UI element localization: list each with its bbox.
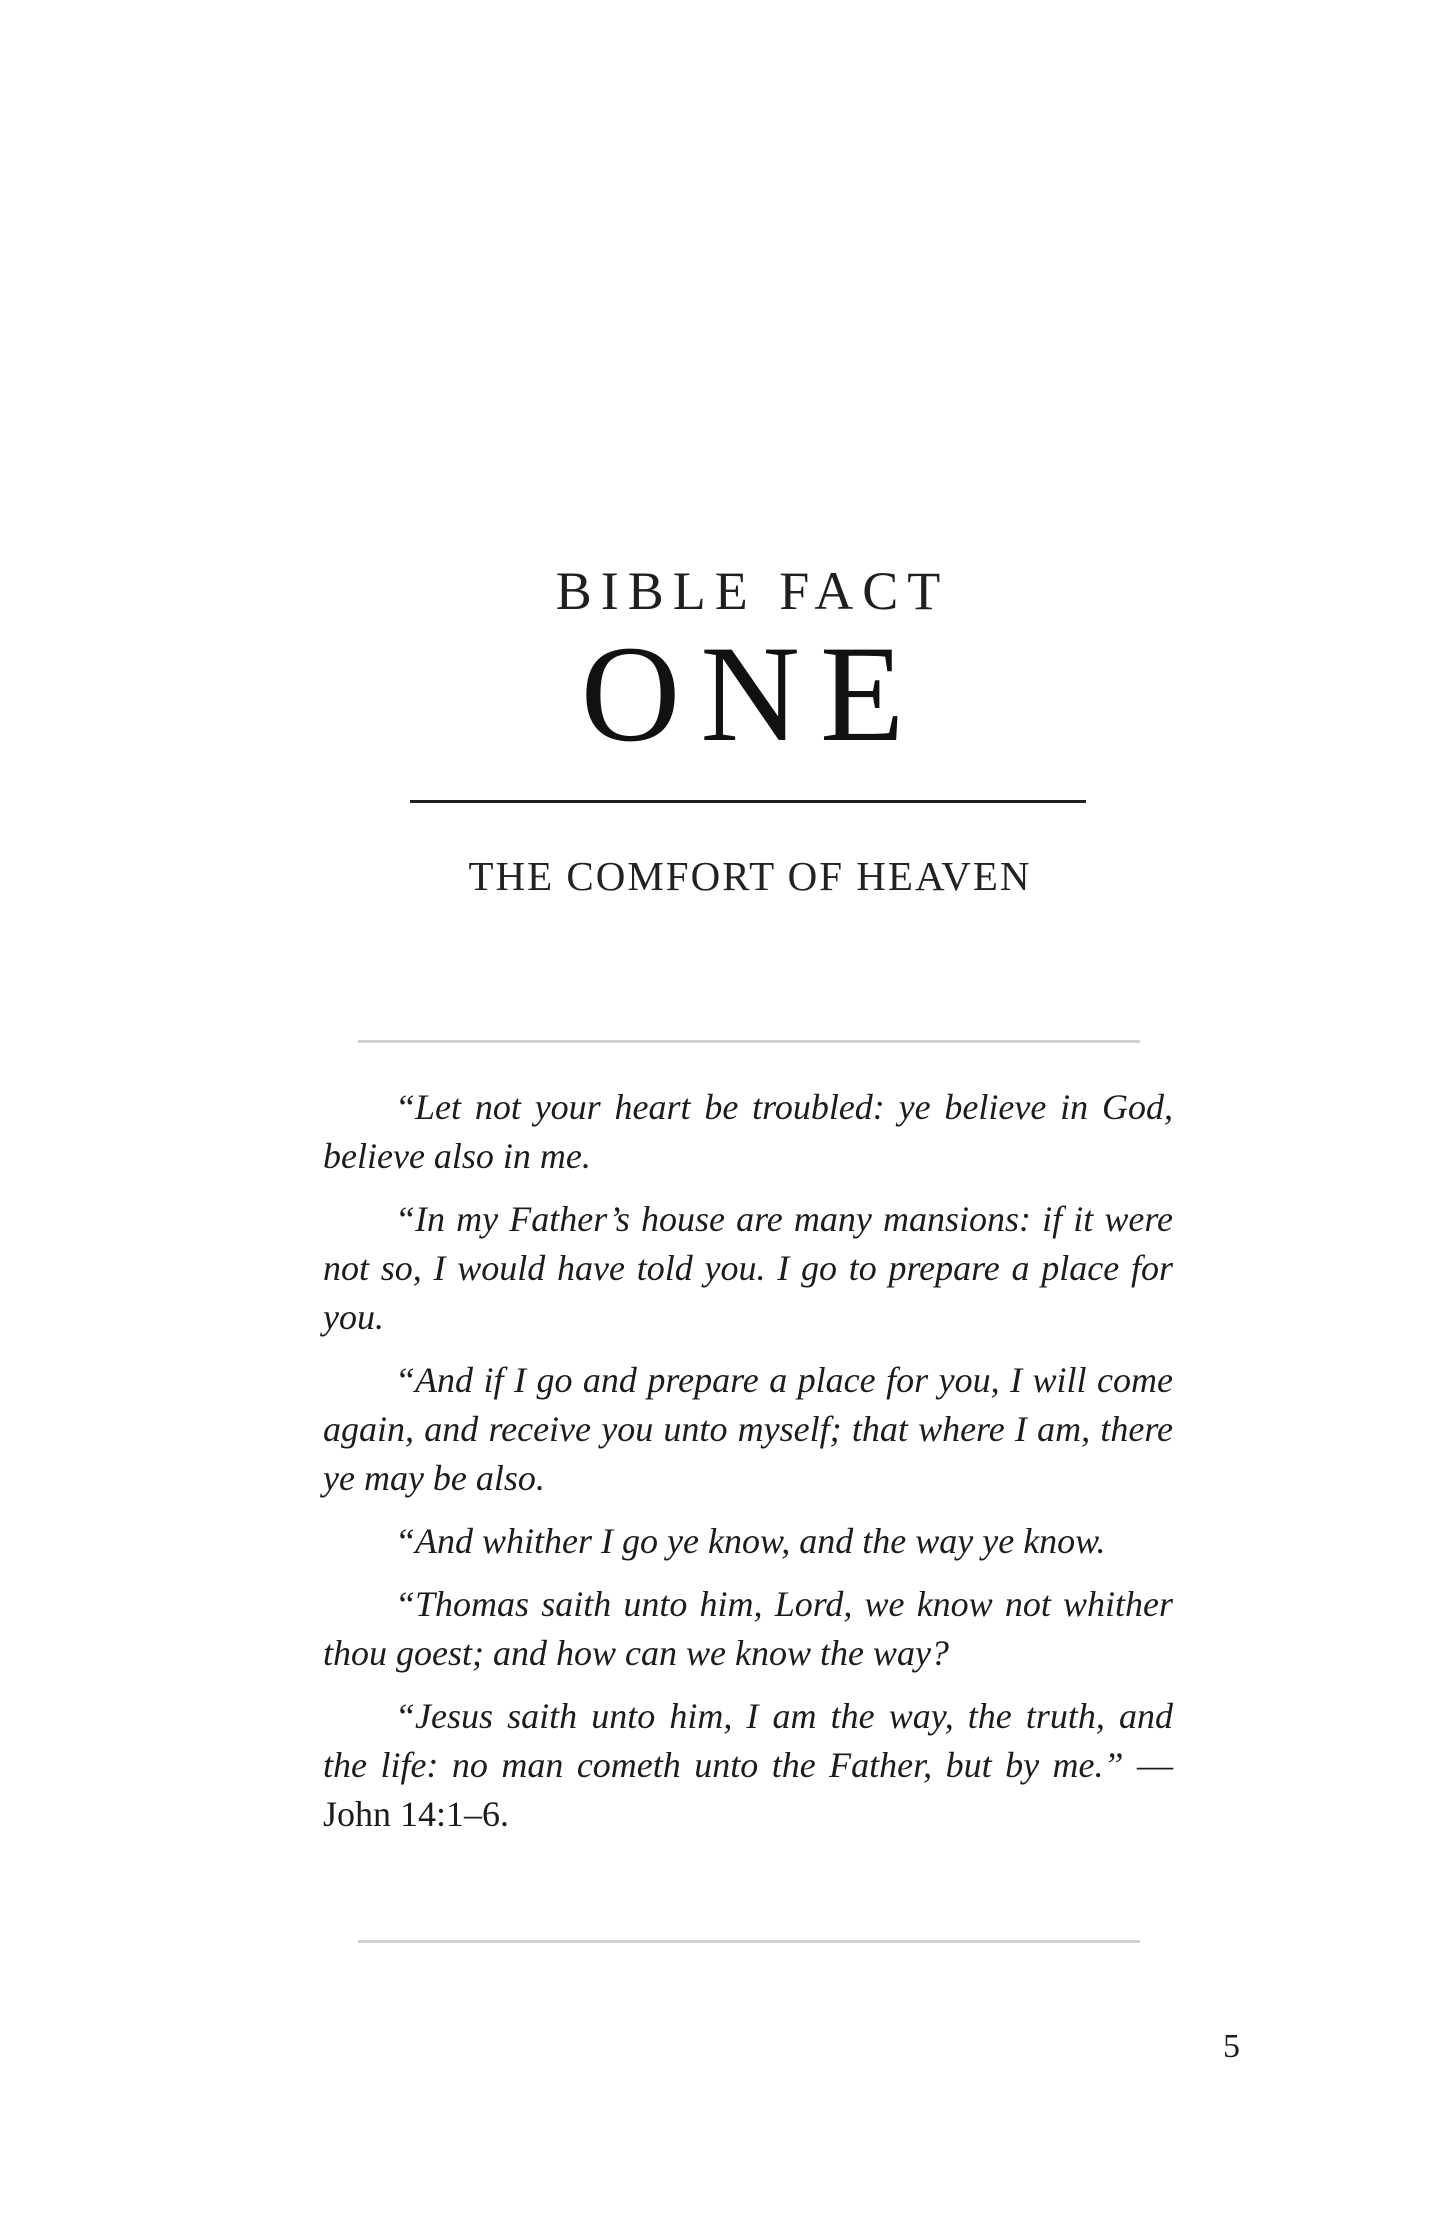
- verse-paragraph: “And whither I go ye know, and the way ye know.: [395, 1521, 1106, 1561]
- scripture-top-rule: [358, 1040, 1140, 1043]
- title-divider: [410, 800, 1086, 803]
- verse-text: “Jesus saith unto him, I am the way, the truth, and the life: no man cometh unto the Father, but by me.”: [323, 1696, 1173, 1785]
- scripture-reference: —John 14:1–6.: [323, 1745, 1174, 1834]
- verse-paragraph: “Let not your heart be troubled: ye believe in God, believe also in me.: [323, 1087, 1173, 1176]
- page-number: 5: [1223, 2028, 1240, 2065]
- verse-paragraph: “Thomas saith unto him, Lord, we know not whither thou goest; and how can we know the way?: [323, 1584, 1173, 1673]
- scripture-bottom-rule: [358, 1940, 1140, 1943]
- verse-paragraph-last: [323, 1692, 1173, 1839]
- scripture-passage: [323, 1083, 1173, 1839]
- chapter-number: ONE: [580, 617, 925, 770]
- verse-paragraph: “In my Father’s house are many mansions: if it were not so, I would have told you. I go to prepare a place for you.: [323, 1199, 1173, 1337]
- chapter-kicker: BIBLE FACT: [555, 561, 950, 621]
- chapter-title: THE COMFORT OF HEAVEN: [468, 853, 1032, 899]
- verse-paragraph: “And if I go and prepare a place for you, I will come again, and receive you unto myself; that where I am, there ye may be also.: [323, 1360, 1173, 1498]
